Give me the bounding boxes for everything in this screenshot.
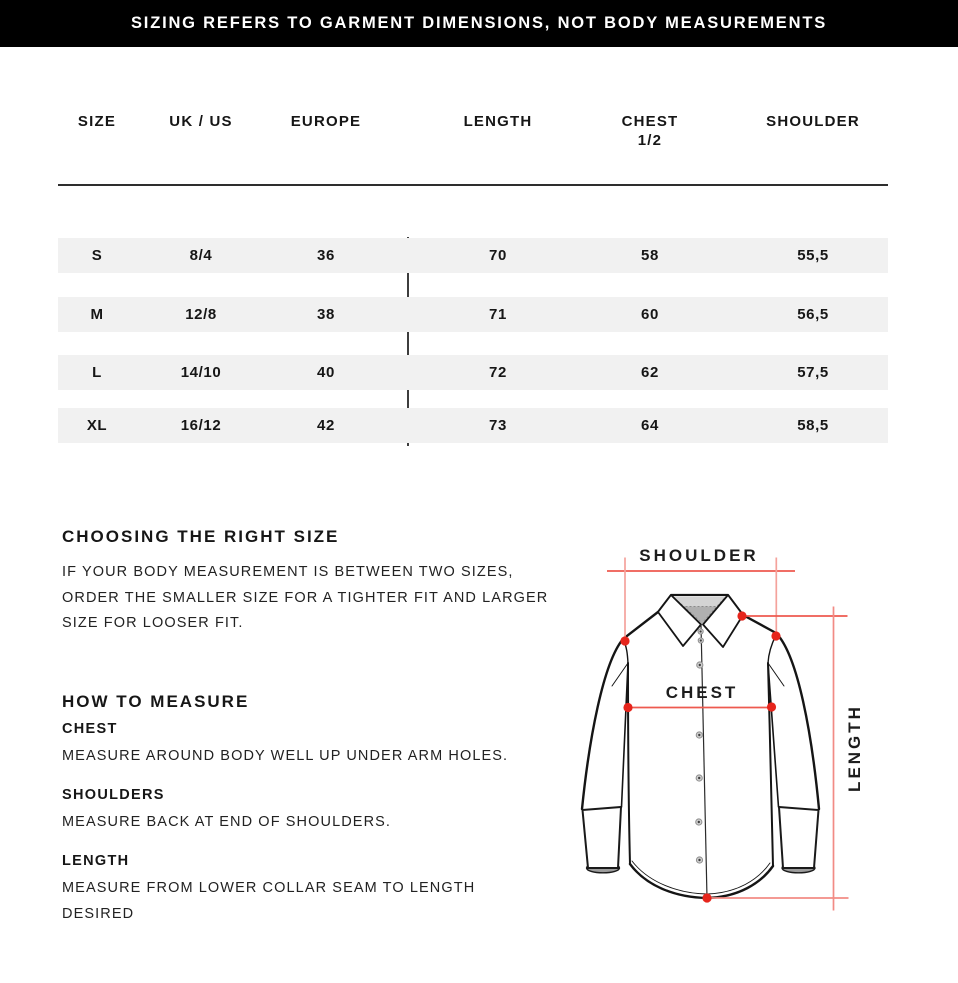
table-cell: 56,5 xyxy=(797,306,829,323)
table-cell: 36 xyxy=(317,247,335,264)
banner xyxy=(0,0,958,47)
table-cell: 55,5 xyxy=(797,247,829,264)
table-cell: 8/4 xyxy=(189,247,213,264)
chest-dot-right xyxy=(767,702,776,711)
table-cell: 60 xyxy=(641,306,659,323)
table-cell: 64 xyxy=(641,417,659,434)
measure-shoulders-label: SHOULDERS xyxy=(62,787,165,803)
shirt-diagram xyxy=(555,535,955,935)
diagram-chest-label: CHEST xyxy=(665,683,739,702)
table-cell: 70 xyxy=(489,247,507,264)
column-header: SHOULDER xyxy=(766,113,860,130)
header-rule xyxy=(58,184,888,186)
table-row xyxy=(58,238,888,273)
collar-dot xyxy=(737,611,746,620)
column-header: LENGTH xyxy=(463,113,533,130)
table-cell: S xyxy=(91,247,103,264)
diagram-shoulder-label: SHOULDER xyxy=(639,546,759,565)
table-cell: 71 xyxy=(489,306,507,323)
table-cell: 62 xyxy=(641,364,659,381)
left-cuff xyxy=(583,807,622,873)
hem-dot xyxy=(702,893,711,902)
table-cell: 58,5 xyxy=(797,417,829,434)
how-to-measure-title: HOW TO MEASURE xyxy=(62,692,250,712)
table-row xyxy=(58,408,888,443)
banner-text: SIZING REFERS TO GARMENT DIMENSIONS, NOT BODY MEASUREMENTS xyxy=(131,14,827,32)
measure-chest-label: CHEST xyxy=(62,721,118,737)
choosing-size-body: IF YOUR BODY MEASUREMENT IS BETWEEN TWO SIZES, ORDER THE SMALLER SIZE FOR A TIGHTER FIT AND LARGER SIZE FOR LOOSER FIT. xyxy=(62,564,549,631)
choosing-size-title: CHOOSING THE RIGHT SIZE xyxy=(62,527,340,547)
measure-shoulders-desc: MEASURE BACK AT END OF SHOULDERS. xyxy=(62,814,392,830)
buttons xyxy=(696,629,704,863)
measure-length-label: LENGTH xyxy=(62,853,130,869)
measure-length-desc: MEASURE FROM LOWER COLLAR SEAM TO LENGTH DESIRED xyxy=(62,880,476,922)
table-cell: 16/12 xyxy=(180,417,222,434)
table-cell: 40 xyxy=(317,364,335,381)
table-row xyxy=(58,297,888,332)
table-cell: XL xyxy=(86,417,108,434)
right-cuff xyxy=(779,807,819,873)
table-cell: 72 xyxy=(489,364,507,381)
column-header: UK / US xyxy=(169,113,233,130)
column-header: SIZE xyxy=(77,113,117,130)
table-cell: M xyxy=(90,306,104,323)
shoulder-dot-left xyxy=(620,636,629,645)
table-row xyxy=(58,355,888,390)
shirt-diagram-svg xyxy=(555,535,955,935)
diagram-length-label: LENGTH xyxy=(845,704,864,792)
table-cell: 38 xyxy=(317,306,335,323)
table-cell: 42 xyxy=(317,417,335,434)
table-cell: 12/8 xyxy=(185,306,217,323)
column-header: CHEST 1/2 xyxy=(621,113,679,149)
table-cell: 73 xyxy=(489,417,507,434)
table-cell: 57,5 xyxy=(797,364,829,381)
table-cell: 58 xyxy=(641,247,659,264)
table-cell: 14/10 xyxy=(180,364,222,381)
column-header: EUROPE xyxy=(290,113,362,130)
table-cell: L xyxy=(92,364,102,381)
chest-dot-left xyxy=(623,703,632,712)
measure-chest-desc: MEASURE AROUND BODY WELL UP UNDER ARM HOLES. xyxy=(62,748,509,764)
shoulder-dot-right xyxy=(771,631,780,640)
